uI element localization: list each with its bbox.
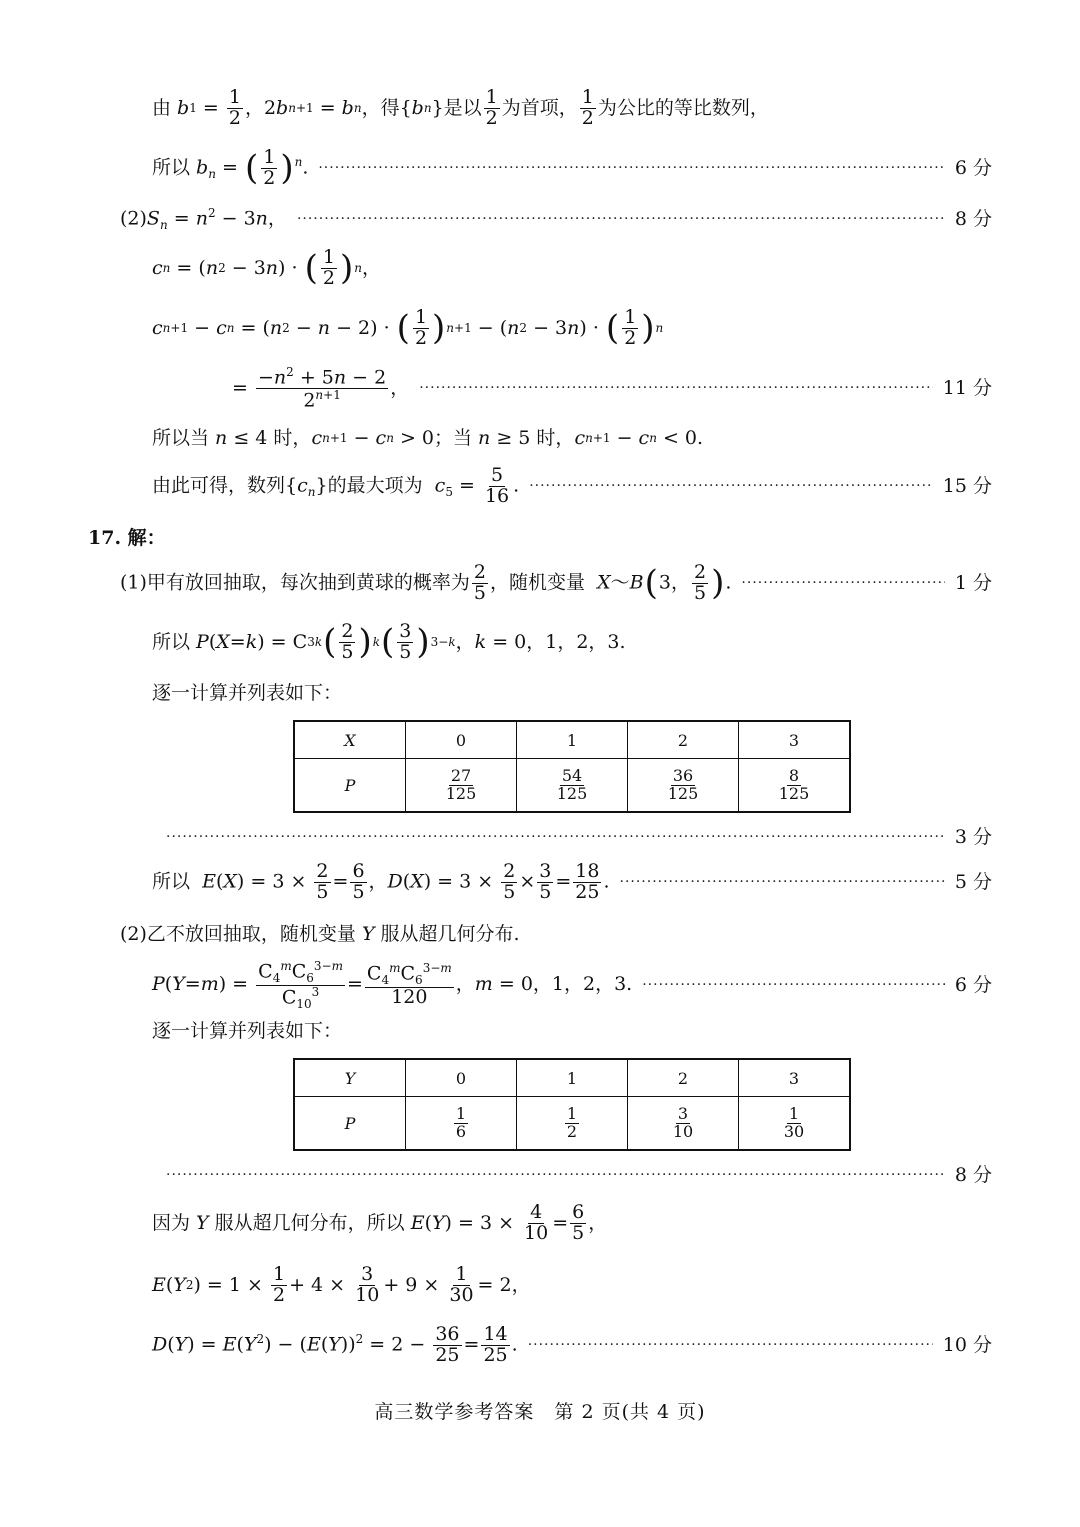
table-header-cell: 0 (406, 721, 517, 759)
score-label: 1 分 (954, 571, 992, 594)
table-header-cell: 3 (739, 721, 851, 759)
dot-leader (419, 381, 933, 396)
table-header-cell: X (294, 721, 406, 759)
line-hypergeometric-setup: (2)乙不放回抽取，随机变量 Y 服从超几何分布. (120, 923, 520, 945)
probability-cell: $\frac{3}{10}$ (628, 1097, 739, 1151)
table-header-cell: 1 (517, 1059, 628, 1097)
line-cn-formula: c n = ( n 2 − 3 n ) · ( $\frac{1}{2}$ ) n ， (152, 246, 381, 289)
score-label: 10 分 (942, 1333, 992, 1356)
probability-cell: $\frac{1}{2}$ (517, 1097, 628, 1151)
dot-leader (620, 875, 945, 890)
probability-cell: $\frac{36}{125}$ (628, 759, 739, 813)
distribution-table-y (293, 1058, 851, 1151)
line-binomial-setup: (1)甲有放回抽取，每次抽到黄球的概率为 $\frac{2}{5}$ ，随机变量 X～B(3， $\frac{2}{5}$ ). ····· 1 分 (120, 563, 992, 604)
dot-leader (529, 479, 933, 494)
table-row-label: P (294, 1097, 406, 1151)
probability-cell: $\frac{8}{125}$ (739, 759, 851, 813)
dot-leader (741, 576, 944, 591)
line-table-intro-y (152, 1021, 342, 1042)
table-header-cell: 2 (628, 1059, 739, 1097)
line-ey: 因为 Y 服从超几何分布，所以 E ( Y ) = 3 × $\frac{4}{10}$ = $\frac{6}{5}$ ， (152, 1201, 608, 1244)
line-binomial-pmf: 所以 P ( X = k ) = C 3 k ( $\frac{2}{5}$ ) k ( $\frac{3}{5}$ ) 3−k ， k = 0，1，2，3. (152, 620, 626, 663)
score-label: 3 分 (954, 826, 992, 848)
line-ey-squared: E ( Y 2 ) = 1 × $\frac{1}{2}$ + 4 × $\frac{3}{10}$ + 9 × $\frac{1}{30}$ = 2， (152, 1263, 531, 1306)
problem-17-heading: 17. 解： (88, 527, 166, 549)
page-footer: 高三数学参考答案 第 2 页(共 4 页) (374, 1401, 706, 1423)
score-label: 11 分 (942, 377, 992, 400)
score-label: 8 分 (954, 1164, 992, 1186)
line-score-after-table-y (166, 1165, 992, 1186)
line-ex-dx: 所以 E(X) = 3 × $\frac{2}{5}$ = $\frac{6}{5}$ ，D(X) = 3 × $\frac{2}{5}$ × $\frac{3}{5}$ = $\frac{18}{25}$ . ····· 5 分 (152, 862, 992, 903)
probability-cell: $\frac{54}{125}$ (517, 759, 628, 813)
distribution-table-x (293, 720, 851, 813)
table-header-cell: 0 (406, 1059, 517, 1097)
score-label: 6 分 (954, 156, 992, 179)
probability-cell: $\frac{1}{30}$ (739, 1097, 851, 1151)
table-header-cell: 2 (628, 721, 739, 759)
line-monotonic-cases: 所以当 n ≤ 4 时， c n+1 − c n > 0；当 n ≥ 5 时， c n+1 − c n < 0. (152, 427, 704, 449)
probability-cell: $\frac{27}{125}$ (406, 759, 517, 813)
table-row-label: P (294, 759, 406, 813)
line-max-term: 由此可得，数列$\{c_n\}$的最大项为 $c_5$ = $\frac{5}{16}$ . ····· 15 分 (152, 466, 992, 507)
line-dy: $D(Y) = E(Y^2) - (E(Y))^2 = 2$ − $\frac{36}{25}$ = $\frac{14}{25}$ . ····· 10 分 (152, 1325, 992, 1366)
dot-leader (166, 1168, 945, 1183)
score-label: 6 分 (954, 973, 992, 996)
score-label: 5 分 (954, 870, 992, 893)
dot-leader (297, 212, 945, 227)
dot-leader (318, 161, 945, 176)
line-cn-difference-result: = $\frac{-n^2 + 5n - 2}{2^{n+1}}$ ， ····· 11 分 (232, 366, 992, 412)
line-sn-formula: $(2)S_n = n^2 - 3n$， ····· 8 分 (120, 207, 992, 232)
line-table-intro-x (152, 683, 342, 704)
table-header-cell: 3 (739, 1059, 851, 1097)
table-header-cell: Y (294, 1059, 406, 1097)
table-header-cell: 1 (517, 721, 628, 759)
table-intro-text: 逐一计算并列表如下： (152, 1020, 343, 1042)
dot-leader (642, 978, 945, 993)
line-score-after-table-x (166, 827, 992, 848)
line-b1-definition: 由 b 1 = $\frac{1}{2}$ ，2 b n+1 = b n ，得{ b n }是以 $\frac{1}{2}$ 为首项， $\frac{1}{2}$ 为公比的等比数列， (152, 86, 769, 129)
line-hypergeometric-pmf: P(Y=m) = $\frac{C_4^mC_6^{3-m}}{C_{10}^3}$ = $\frac{C_4^mC_6^{3-m}}{120}$ ，m = 0，1，2，3. ····· 6 分 (152, 960, 992, 1010)
line-cn-difference: c n+1 − c n = ( n 2 − n − 2) · ( $\frac{1}{2}$ ) n+1 − ( n 2 − 3 n ) · ( $\frac{1}{2}$ ) n (152, 306, 664, 349)
line-bn-formula: 所以 $b_n$ = ( $\frac{1}{2}$ )$^n$. ····· 6 分 (152, 148, 992, 189)
dot-leader (528, 1338, 933, 1353)
table-intro-text: 逐一计算并列表如下： (152, 682, 343, 704)
score-label: 8 分 (954, 208, 992, 231)
dot-leader (166, 830, 945, 845)
probability-cell: $\frac{1}{6}$ (406, 1097, 517, 1151)
score-label: 15 分 (942, 474, 992, 497)
